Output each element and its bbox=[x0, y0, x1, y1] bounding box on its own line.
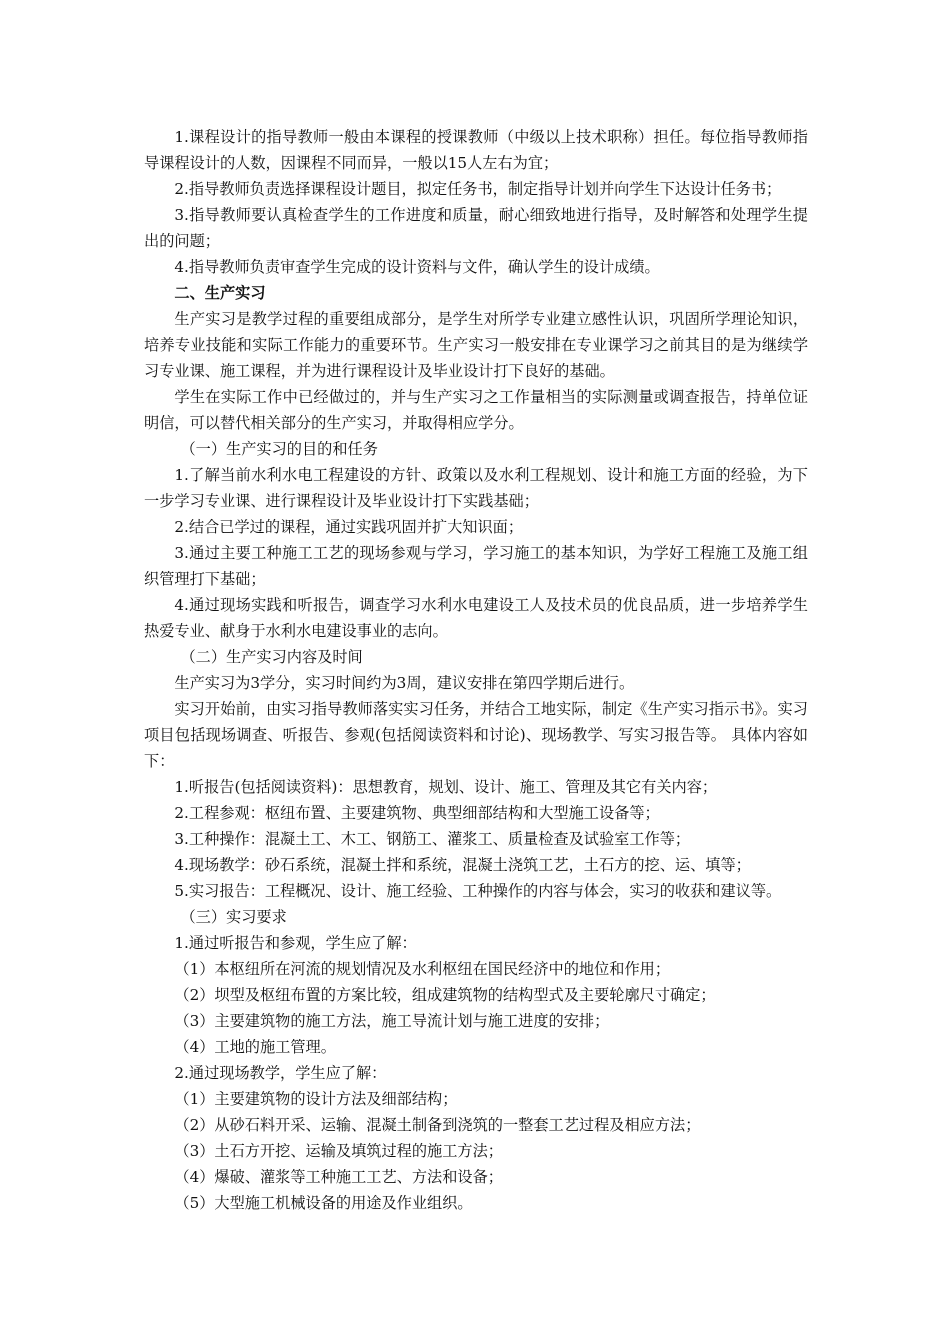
paragraph-requirement-1-item-4: （4）工地的施工管理。 bbox=[174, 1038, 336, 1056]
paragraph-teacher-duty-1: 1.课程设计的指导教师一般由本课程的授课教师（中级以上技术职称）担任。每位指导教师指导课程设计的人数，因课程不同而异，一般以15人左右为宜； bbox=[144, 128, 808, 172]
paragraph-purpose-1: 1.了解当前水利水电工程建设的方针、政策以及水利工程规划、设计和施工方面的经验，为下一步学习专业课、进行课程设计及毕业设计打下实践基础； bbox=[144, 466, 808, 510]
subheading-purpose-and-tasks: （一）生产实习的目的和任务 bbox=[180, 440, 378, 458]
paragraph-purpose-4: 4.通过现场实践和听报告，调查学习水利水电建设工人及技术员的优良品质，进一步培养学生热爱专业、献身于水利水电建设事业的志向。 bbox=[144, 596, 808, 640]
subheading-requirements: （三）实习要求 bbox=[180, 908, 287, 926]
paragraph-content-5: 5.实习报告：工程概况、设计、施工经验、工种操作的内容与体会，实习的收获和建议等。 bbox=[174, 882, 782, 900]
paragraph-content-2: 2.工程参观：枢纽布置、主要建筑物、典型细部结构和大型施工设备等； bbox=[174, 804, 660, 822]
subheading-content-and-time: （二）生产实习内容及时间 bbox=[180, 648, 363, 666]
paragraph-content-1: 1.听报告(包括阅读资料)：思想教育，规划、设计、施工、管理及其它有关内容； bbox=[174, 778, 718, 796]
paragraph-credits-and-duration: 生产实习为3学分，实习时间约为3周，建议安排在第四学期后进行。 bbox=[174, 674, 635, 692]
paragraph-requirement-2-item-4: （4）爆破、灌浆等工种施工工艺、方法和设备； bbox=[174, 1168, 503, 1186]
paragraph-requirement-2-item-2: （2）从砂石料开采、运输、混凝土制备到浇筑的一整套工艺过程及相应方法； bbox=[174, 1116, 701, 1134]
paragraph-credit-substitution: 学生在实际工作中已经做过的，并与生产实习之工作量相当的实际测量或调查报告，持单位证明信，可以替代相关部分的生产实习，并取得相应学分。 bbox=[144, 388, 808, 432]
document-body bbox=[144, 124, 808, 1216]
paragraph-requirement-2: 2.通过现场教学，学生应了解： bbox=[174, 1064, 387, 1082]
paragraph-requirement-2-item-1: （1）主要建筑物的设计方法及细部结构； bbox=[174, 1090, 458, 1108]
paragraph-content-4: 4.现场教学：砂石系统，混凝土拌和系统，混凝土浇筑工艺，土石方的挖、运、填等； bbox=[174, 856, 751, 874]
paragraph-teacher-duty-4: 4.指导教师负责审查学生完成的设计资料与文件，确认学生的设计成绩。 bbox=[174, 258, 660, 276]
paragraph-requirement-1: 1.通过听报告和参观，学生应了解： bbox=[174, 934, 417, 952]
paragraph-requirement-2-item-5: （5）大型施工机械设备的用途及作业组织。 bbox=[174, 1194, 473, 1212]
paragraph-purpose-2: 2.结合已学过的课程，通过实践巩固并扩大知识面； bbox=[174, 518, 524, 536]
paragraph-teacher-duty-2: 2.指导教师负责选择课程设计题目，拟定任务书，制定指导计划并向学生下达设计任务书； bbox=[174, 180, 782, 198]
paragraph-requirement-1-item-1: （1）本枢纽所在河流的规划情况及水利枢纽在国民经济中的地位和作用； bbox=[174, 960, 671, 978]
paragraph-requirement-1-item-3: （3）主要建筑物的施工方法，施工导流计划与施工进度的安排； bbox=[174, 1012, 610, 1030]
paragraph-internship-plan: 实习开始前，由实习指导教师落实实习任务，并结合工地实际，制定《生产实习指示书》。实习项目包括现场调查、听报告、参观(包括阅读资料和讨论)、现场教学、写实习报告等。 具体内容如下： bbox=[144, 700, 808, 770]
paragraph-internship-intro: 生产实习是教学过程的重要组成部分，是学生对所学专业建立感性认识，巩固所学理论知识，培养专业技能和实际工作能力的重要环节。生产实习一般安排在专业课学习之前其目的是为继续学习专业课、施工课程，并为进行课程设计及毕业设计打下良好的基础。 bbox=[144, 310, 808, 380]
paragraph-purpose-3: 3.通过主要工种施工工艺的现场参观与学习，学习施工的基本知识，为学好工程施工及施工组织管理打下基础； bbox=[144, 544, 808, 588]
paragraph-teacher-duty-3: 3.指导教师要认真检查学生的工作进度和质量，耐心细致地进行指导，及时解答和处理学生提出的问题； bbox=[144, 206, 808, 250]
paragraph-requirement-1-item-2: （2）坝型及枢纽布置的方案比较，组成建筑物的结构型式及主要轮廓尺寸确定； bbox=[174, 986, 716, 1004]
paragraph-requirement-2-item-3: （3）土石方开挖、运输及填筑过程的施工方法； bbox=[174, 1142, 503, 1160]
paragraph-content-3: 3.工种操作：混凝土工、木工、钢筋工、灌浆工、质量检查及试验室工作等； bbox=[174, 830, 691, 848]
section-heading-production-internship: 二、生产实习 bbox=[174, 284, 266, 302]
